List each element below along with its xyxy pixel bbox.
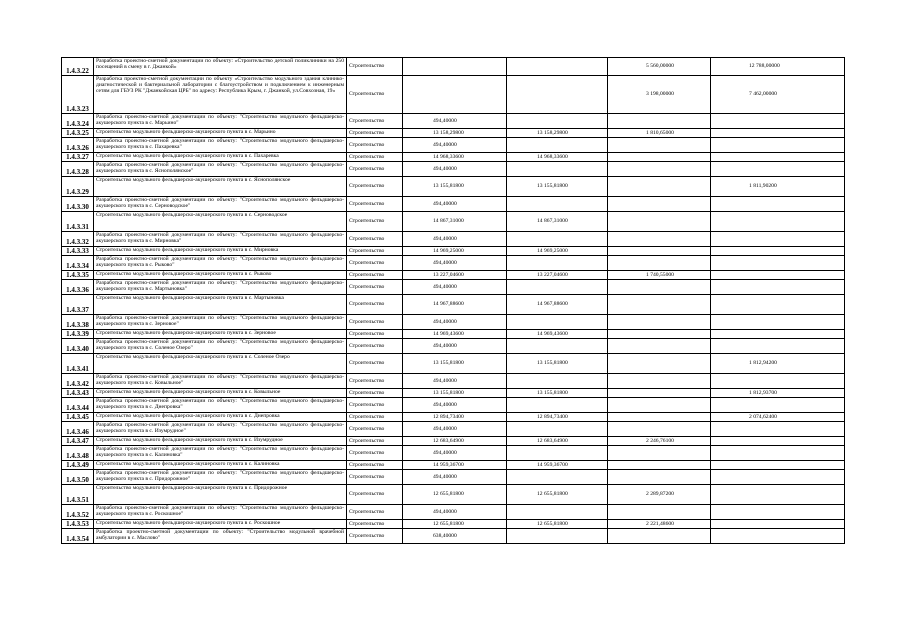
table-row xyxy=(62,437,845,446)
table-row xyxy=(62,315,845,330)
row-value-3 xyxy=(608,177,711,197)
row-code: 1.4.3.22 xyxy=(62,58,94,76)
table-row xyxy=(62,177,845,197)
row-value-2: 14 968,33600 xyxy=(507,153,608,162)
row-value-3 xyxy=(608,212,711,232)
row-value-1: 13 155,81800 xyxy=(403,354,507,374)
row-value-2 xyxy=(507,138,608,153)
row-value-4 xyxy=(711,520,845,529)
row-name: Строительство модульного фельдшерско-акушерского пункта в с. Придорожное xyxy=(94,485,347,505)
row-name: Разработка проектно-сметной документации по объекту: "Строительство модульного фельдшерско-акушерского пункта в с. Зерновое" xyxy=(94,315,347,330)
row-value-4: 2 074,62400 xyxy=(711,413,845,422)
row-value-3 xyxy=(608,330,711,339)
row-value-4: 7 462,00000 xyxy=(711,76,845,114)
row-kind: Строительство xyxy=(347,76,403,114)
row-value-2 xyxy=(507,422,608,437)
row-value-4 xyxy=(711,446,845,461)
table-row xyxy=(62,58,845,76)
row-kind: Строительство xyxy=(347,446,403,461)
row-kind: Строительство xyxy=(347,437,403,446)
row-name: Разработка проектно-сметной документации по объекту: "Строительство модульного фельдшерско-акушерского пункта в с. Днепровка" xyxy=(94,398,347,413)
row-name: Строительство модульного фельдшерско-акушерского пункта в с. Днепровка xyxy=(94,413,347,422)
row-value-3 xyxy=(608,446,711,461)
row-value-3 xyxy=(608,256,711,271)
row-value-3: 2 221,48600 xyxy=(608,520,711,529)
table-row xyxy=(62,398,845,413)
row-name: Разработка проектно-сметной документации по объекту: "Строительство модульного фельдшерско-акушерского пункта в с. Яснополянское" xyxy=(94,162,347,177)
row-value-3 xyxy=(608,470,711,485)
row-code: 1.4.3.37 xyxy=(62,295,94,315)
row-value-2 xyxy=(507,339,608,354)
row-value-1: 13 155,81800 xyxy=(403,177,507,197)
row-value-4 xyxy=(711,330,845,339)
row-kind: Строительство xyxy=(347,398,403,413)
row-value-1: 14 968,33600 xyxy=(403,153,507,162)
row-value-2 xyxy=(507,374,608,389)
row-code: 1.4.3.24 xyxy=(62,114,94,129)
row-value-3 xyxy=(608,280,711,295)
row-kind: Строительство xyxy=(347,505,403,520)
row-code: 1.4.3.43 xyxy=(62,389,94,398)
row-value-1: 494,40000 xyxy=(403,470,507,485)
row-kind: Строительство xyxy=(347,330,403,339)
row-code: 1.4.3.38 xyxy=(62,315,94,330)
row-value-2 xyxy=(507,505,608,520)
row-value-2 xyxy=(507,470,608,485)
row-value-4 xyxy=(711,232,845,247)
row-value-2: 12 683,64900 xyxy=(507,437,608,446)
row-value-4 xyxy=(711,212,845,232)
row-kind: Строительство xyxy=(347,295,403,315)
table-row xyxy=(62,330,845,339)
row-code: 1.4.3.30 xyxy=(62,197,94,212)
row-value-3: 2 246,76100 xyxy=(608,437,711,446)
row-value-1: 12 683,64900 xyxy=(403,437,507,446)
row-kind: Строительство xyxy=(347,247,403,256)
row-value-4 xyxy=(711,339,845,354)
table-row xyxy=(62,413,845,422)
row-kind: Строительство xyxy=(347,177,403,197)
row-value-1 xyxy=(403,76,507,114)
row-name: Строительство модульного фельдшерско-акушерского пункта в с. Соленое Озеро xyxy=(94,354,347,374)
row-value-3 xyxy=(608,374,711,389)
row-kind: Строительство xyxy=(347,374,403,389)
table-row xyxy=(62,76,845,114)
row-name: Разработка проектно-сметной документации по объекту: "Строительство модульного фельдшерско-акушерского пункта в с. Марьино" xyxy=(94,114,347,129)
row-code: 1.4.3.27 xyxy=(62,153,94,162)
row-value-3 xyxy=(608,398,711,413)
row-code: 1.4.3.50 xyxy=(62,470,94,485)
row-value-3 xyxy=(608,232,711,247)
row-code: 1.4.3.52 xyxy=(62,505,94,520)
row-value-3 xyxy=(608,413,711,422)
row-value-3 xyxy=(608,354,711,374)
row-name: Строительство модульного фельдшерско-акушерского пункта в с. Мирновка xyxy=(94,247,347,256)
row-value-2: 12 655,81800 xyxy=(507,520,608,529)
row-value-3 xyxy=(608,529,711,544)
row-value-2: 13 158,29800 xyxy=(507,129,608,138)
row-value-4 xyxy=(711,247,845,256)
row-value-1: 494,40000 xyxy=(403,446,507,461)
row-value-4 xyxy=(711,315,845,330)
row-value-1: 14 967,88600 xyxy=(403,295,507,315)
row-value-1: 494,40000 xyxy=(403,422,507,437)
row-code: 1.4.3.48 xyxy=(62,446,94,461)
row-value-2 xyxy=(507,529,608,544)
row-name: Строительство модульного фельдшерско-акушерского пункта в с. Зерновое xyxy=(94,330,347,339)
table-row xyxy=(62,374,845,389)
row-value-1: 494,40000 xyxy=(403,505,507,520)
row-name: Строительство модульного фельдшерско-акушерского пункта в с. Роскошное xyxy=(94,520,347,529)
row-value-1: 12 655,81800 xyxy=(403,485,507,505)
row-value-1: 494,40000 xyxy=(403,374,507,389)
row-name: Разработка проектно-сметной документации по объекту: "Строительство модульного фельдшерско-акушерского пункта в с. Мартыновка" xyxy=(94,280,347,295)
document-page xyxy=(61,57,844,544)
row-kind: Строительство xyxy=(347,389,403,398)
row-value-3 xyxy=(608,315,711,330)
row-name: Строительство модульного фельдшерско-акушерского пункта в с. Марьино xyxy=(94,129,347,138)
row-name: Строительство модульного фельдшерско-акушерского пункта в с. Калиновка xyxy=(94,461,347,470)
row-value-1: 494,40000 xyxy=(403,398,507,413)
row-code: 1.4.3.31 xyxy=(62,212,94,232)
row-code: 1.4.3.51 xyxy=(62,485,94,505)
row-value-3 xyxy=(608,295,711,315)
row-kind: Строительство xyxy=(347,153,403,162)
row-name: Разработка проектно-сметной документации по объекту: "Строительство модульного фельдшерско-акушерского пункта в с. Ковыльное" xyxy=(94,374,347,389)
row-value-3: 3 198,00000 xyxy=(608,76,711,114)
row-kind: Строительство xyxy=(347,271,403,280)
row-value-3 xyxy=(608,114,711,129)
table-row xyxy=(62,212,845,232)
row-kind: Строительство xyxy=(347,162,403,177)
row-value-4 xyxy=(711,529,845,544)
row-code: 1.4.3.26 xyxy=(62,138,94,153)
row-value-1: 13 158,29800 xyxy=(403,129,507,138)
row-value-1: 494,40000 xyxy=(403,138,507,153)
row-code: 1.4.3.23 xyxy=(62,76,94,114)
row-code: 1.4.3.34 xyxy=(62,256,94,271)
row-value-4 xyxy=(711,295,845,315)
row-value-4 xyxy=(711,197,845,212)
table-row xyxy=(62,247,845,256)
row-code: 1.4.3.32 xyxy=(62,232,94,247)
row-value-1: 14 969,43600 xyxy=(403,330,507,339)
row-value-4 xyxy=(711,138,845,153)
row-kind: Строительство xyxy=(347,280,403,295)
row-name: Разработка проектно-сметной документации по объекту: "Строительство модульного фельдшерско-акушерского пункта в с. Серноводское" xyxy=(94,197,347,212)
row-kind: Строительство xyxy=(347,422,403,437)
row-value-4 xyxy=(711,505,845,520)
row-value-3: 5 560,00000 xyxy=(608,58,711,76)
row-code: 1.4.3.29 xyxy=(62,177,94,197)
row-kind: Строительство xyxy=(347,129,403,138)
table-row xyxy=(62,162,845,177)
row-kind: Строительство xyxy=(347,529,403,544)
table-row xyxy=(62,271,845,280)
row-value-4 xyxy=(711,374,845,389)
row-value-4 xyxy=(711,114,845,129)
row-value-2 xyxy=(507,446,608,461)
row-code: 1.4.3.45 xyxy=(62,413,94,422)
table-row xyxy=(62,485,845,505)
row-value-2 xyxy=(507,197,608,212)
row-kind: Строительство xyxy=(347,339,403,354)
budget-table xyxy=(61,57,845,544)
row-value-1: 494,40000 xyxy=(403,315,507,330)
row-code: 1.4.3.42 xyxy=(62,374,94,389)
row-value-1: 494,40000 xyxy=(403,197,507,212)
row-value-1: 494,40000 xyxy=(403,256,507,271)
row-name: Разработка проектно-сметной документации по объекту «Строительство модульного здания клинико-диагностической и бактериальной лаборатории с благоустройством и подключением к инженерным сетям для ГБУЗ РК "Джанкойская ЦРБ" по адресу: Республика Крым, г. Джанкой, ул.Совхозная, 19» xyxy=(94,76,347,114)
row-kind: Строительство xyxy=(347,461,403,470)
row-value-3 xyxy=(608,339,711,354)
row-value-2 xyxy=(507,162,608,177)
row-kind: Строительство xyxy=(347,470,403,485)
row-kind: Строительство xyxy=(347,256,403,271)
row-value-2: 13 155,81800 xyxy=(507,389,608,398)
row-value-3: 1 740,55000 xyxy=(608,271,711,280)
row-value-2 xyxy=(507,256,608,271)
row-kind: Строительство xyxy=(347,58,403,76)
row-code: 1.4.3.33 xyxy=(62,247,94,256)
table-row xyxy=(62,295,845,315)
row-value-2 xyxy=(507,280,608,295)
row-kind: Строительство xyxy=(347,485,403,505)
row-name: Разработка проектно-сметной документации по объекту: "Строительство модульного фельдшерско-акушерского пункта в с. Калиновка" xyxy=(94,446,347,461)
row-value-2 xyxy=(507,232,608,247)
row-code: 1.4.3.54 xyxy=(62,529,94,544)
row-code: 1.4.3.36 xyxy=(62,280,94,295)
table-row xyxy=(62,129,845,138)
row-value-2 xyxy=(507,315,608,330)
row-value-1: 494,40000 xyxy=(403,339,507,354)
row-value-3 xyxy=(608,162,711,177)
row-name: Разработка проектно-сметной документации по объекту: "Строительство модульной врачебной амбулатории в с. Маслово" xyxy=(94,529,347,544)
row-value-3 xyxy=(608,461,711,470)
row-value-3 xyxy=(608,389,711,398)
row-value-2 xyxy=(507,398,608,413)
table-row xyxy=(62,232,845,247)
row-value-4 xyxy=(711,422,845,437)
row-value-4 xyxy=(711,256,845,271)
row-value-2: 14 969,43600 xyxy=(507,330,608,339)
row-value-4 xyxy=(711,271,845,280)
row-name: Разработка проектно-сметной документации по объекту: "Строительство модульного фельдшерско-акушерского пункта в с. Изумрудное" xyxy=(94,422,347,437)
row-value-1: 12 894,73400 xyxy=(403,413,507,422)
table-row xyxy=(62,505,845,520)
row-kind: Строительство xyxy=(347,212,403,232)
row-value-2: 12 655,81800 xyxy=(507,485,608,505)
row-value-3 xyxy=(608,247,711,256)
row-value-4 xyxy=(711,470,845,485)
row-value-3 xyxy=(608,422,711,437)
row-name: Разработка проектно-сметной документации по объекту: "Строительство модульного фельдшерско-акушерского пункта в с. Придорожное" xyxy=(94,470,347,485)
row-name: Разработка проектно-сметной документации по объекту: "Строительство модульного фельдшерско-акушерского пункта в с. Соленое Озеро" xyxy=(94,339,347,354)
row-value-3: 2 289,87200 xyxy=(608,485,711,505)
row-value-2: 12 894,73400 xyxy=(507,413,608,422)
row-value-4 xyxy=(711,437,845,446)
row-value-3: 1 810,65000 xyxy=(608,129,711,138)
table-row xyxy=(62,138,845,153)
row-value-1 xyxy=(403,58,507,76)
row-code: 1.4.3.40 xyxy=(62,339,94,354)
row-value-1: 14 867,31000 xyxy=(403,212,507,232)
row-value-1: 12 655,81800 xyxy=(403,520,507,529)
row-name: Строительство модульного фельдшерско-акушерского пункта в с. Ковыльное xyxy=(94,389,347,398)
table-row xyxy=(62,354,845,374)
row-code: 1.4.3.44 xyxy=(62,398,94,413)
row-code: 1.4.3.25 xyxy=(62,129,94,138)
row-code: 1.4.3.28 xyxy=(62,162,94,177)
row-value-4: 12 788,00000 xyxy=(711,58,845,76)
table-row xyxy=(62,461,845,470)
table-row xyxy=(62,256,845,271)
row-name: Строительство модульного фельдшерско-акушерского пункта в с. Яснополянское xyxy=(94,177,347,197)
row-name: Разработка проектно-сметной документации по объекту: "Строительство модульного фельдшерско-акушерского пункта в с. Мирновка" xyxy=(94,232,347,247)
row-value-1: 13 155,81800 xyxy=(403,389,507,398)
table-body xyxy=(62,58,845,544)
row-kind: Строительство xyxy=(347,413,403,422)
table-row xyxy=(62,339,845,354)
row-value-1: 494,40000 xyxy=(403,162,507,177)
table-row xyxy=(62,153,845,162)
table-row xyxy=(62,520,845,529)
row-name: Строительство модульного фельдшерско-акушерского пункта в с. Мартыновка xyxy=(94,295,347,315)
table-row xyxy=(62,529,845,544)
row-name: Строительство модульного фельдшерско-акушерского пункта в с. Серноводское xyxy=(94,212,347,232)
row-value-1: 14 969,25000 xyxy=(403,247,507,256)
row-value-3 xyxy=(608,505,711,520)
row-value-2: 13 227,04600 xyxy=(507,271,608,280)
table-row xyxy=(62,114,845,129)
row-value-2: 14 867,31000 xyxy=(507,212,608,232)
row-kind: Строительство xyxy=(347,315,403,330)
row-code: 1.4.3.46 xyxy=(62,422,94,437)
row-code: 1.4.3.39 xyxy=(62,330,94,339)
row-value-4: 1 811,90200 xyxy=(711,177,845,197)
row-code: 1.4.3.53 xyxy=(62,520,94,529)
row-value-4: 1 812,94200 xyxy=(711,354,845,374)
table-row xyxy=(62,470,845,485)
row-code: 1.4.3.49 xyxy=(62,461,94,470)
row-kind: Строительство xyxy=(347,197,403,212)
row-kind: Строительство xyxy=(347,520,403,529)
row-value-4 xyxy=(711,461,845,470)
row-name: Строительство модульного фельдшерско-акушерского пункта в с. Пахаревка xyxy=(94,153,347,162)
row-value-1: 13 227,04600 xyxy=(403,271,507,280)
row-value-2: 13 155,81800 xyxy=(507,354,608,374)
row-name: Строительство модульного фельдшерско-акушерского пункта в с. Изумрудное xyxy=(94,437,347,446)
row-value-4: 1 812,93700 xyxy=(711,389,845,398)
row-value-2: 14 969,25000 xyxy=(507,247,608,256)
row-kind: Строительство xyxy=(347,354,403,374)
table-row xyxy=(62,389,845,398)
row-value-2: 14 959,36700 xyxy=(507,461,608,470)
row-value-1: 494,40000 xyxy=(403,114,507,129)
row-value-4 xyxy=(711,162,845,177)
row-value-3 xyxy=(608,197,711,212)
row-value-2 xyxy=(507,58,608,76)
row-value-2 xyxy=(507,114,608,129)
table-row xyxy=(62,280,845,295)
row-value-2: 13 155,81800 xyxy=(507,177,608,197)
row-value-1: 494,40000 xyxy=(403,280,507,295)
row-name: Разработка проектно-сметной документации по объекту: "Строительство модульного фельдшерско-акушерского пункта в с. Рыково" xyxy=(94,256,347,271)
row-name: Разработка проектно-сметной документации по объекту: "Строительство модульного фельдшерско-акушерского пункта в с. Пахаревка" xyxy=(94,138,347,153)
row-value-4 xyxy=(711,153,845,162)
row-name: Разработка проектно-сметной документации по объекту: «Строительство детской поликлиники на 250 посещений в смену в г. Джанкой» xyxy=(94,58,347,76)
row-kind: Строительство xyxy=(347,114,403,129)
table-row xyxy=(62,446,845,461)
row-value-1: 14 959,36700 xyxy=(403,461,507,470)
row-value-3 xyxy=(608,153,711,162)
row-name: Строительство модульного фельдшерско-акушерского пункта в с. Рыково xyxy=(94,271,347,280)
row-code: 1.4.3.41 xyxy=(62,354,94,374)
row-code: 1.4.3.47 xyxy=(62,437,94,446)
row-code: 1.4.3.35 xyxy=(62,271,94,280)
row-value-4 xyxy=(711,280,845,295)
row-value-1: 494,40000 xyxy=(403,232,507,247)
row-value-1: 638,40000 xyxy=(403,529,507,544)
row-kind: Строительство xyxy=(347,232,403,247)
row-kind: Строительство xyxy=(347,138,403,153)
row-name: Разработка проектно-сметной документации по объекту: "Строительство модульного фельдшерско-акушерского пункта в с. Роскошное" xyxy=(94,505,347,520)
table-row xyxy=(62,422,845,437)
row-value-2 xyxy=(507,76,608,114)
row-value-2: 14 967,88600 xyxy=(507,295,608,315)
row-value-4 xyxy=(711,485,845,505)
row-value-3 xyxy=(608,138,711,153)
row-value-4 xyxy=(711,129,845,138)
row-value-4 xyxy=(711,398,845,413)
table-row xyxy=(62,197,845,212)
